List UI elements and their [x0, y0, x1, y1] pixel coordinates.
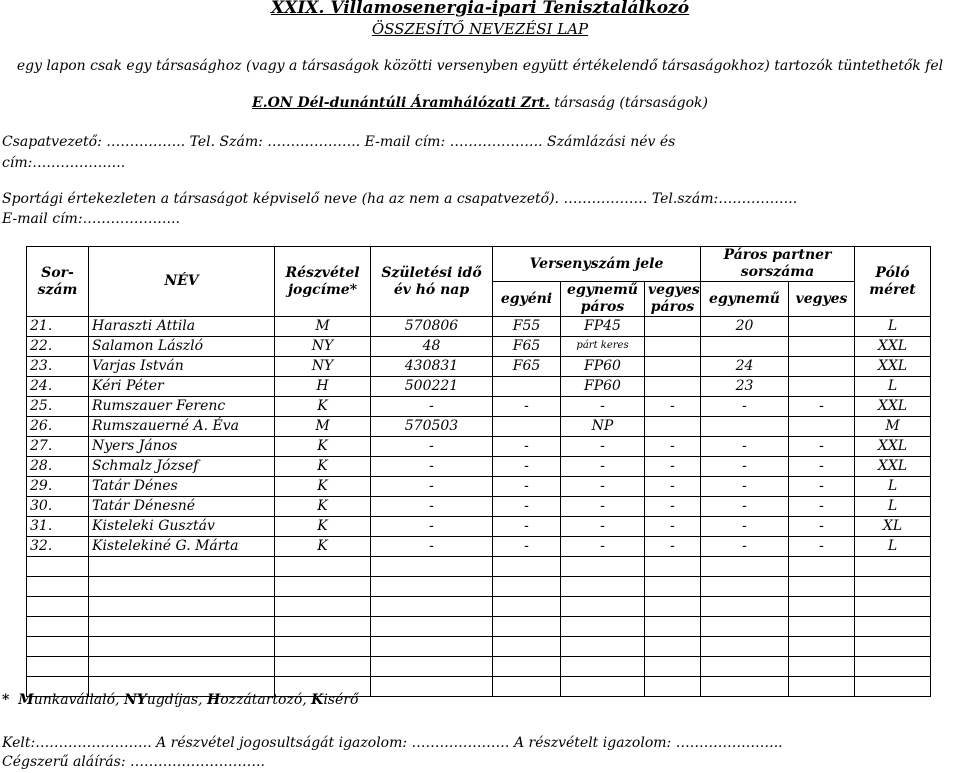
participation-status-cell: K [275, 457, 371, 477]
row-number-cell: 22. [27, 337, 89, 357]
singles-event-cell [493, 557, 561, 577]
row-number-cell: 21. [27, 317, 89, 337]
shirt-size-cell [855, 617, 931, 637]
same-sex-doubles-event-cell: - [561, 517, 645, 537]
participant-name-cell: Nyers János [89, 437, 275, 457]
partner-same-sex-cell [701, 577, 789, 597]
participation-status-cell [275, 657, 371, 677]
birth-date-cell: 430831 [371, 357, 493, 377]
same-sex-doubles-event-cell: - [561, 437, 645, 457]
singles-event-cell: - [493, 497, 561, 517]
singles-event-cell: F65 [493, 357, 561, 377]
table-row [27, 417, 931, 437]
footnote-initial: NY [123, 692, 147, 708]
participant-name-cell: Tatár Dénes [89, 477, 275, 497]
participant-name-cell [89, 637, 275, 657]
row-number-cell [27, 657, 89, 677]
shirt-size-cell [855, 577, 931, 597]
birth-date-cell [371, 597, 493, 617]
header-partner-vegyes: vegyes [789, 282, 855, 317]
partner-mixed-cell [789, 617, 855, 637]
singles-event-cell: - [493, 457, 561, 477]
mixed-doubles-event-cell [645, 337, 701, 357]
partner-same-sex-cell [701, 337, 789, 357]
row-number-cell: 25. [27, 397, 89, 417]
participant-name-cell: Haraszti Attila [89, 317, 275, 337]
row-number-cell: 27. [27, 437, 89, 457]
shirt-size-cell [855, 637, 931, 657]
same-sex-doubles-event-cell: párt keres [561, 337, 645, 357]
company-suffix: társaság (társaságok) [549, 95, 708, 111]
table-row [27, 537, 931, 557]
participation-status-cell [275, 577, 371, 597]
partner-mixed-cell [789, 337, 855, 357]
shirt-size-cell: XXL [855, 457, 931, 477]
contact-line-1: Csapatvezető: …………….. Tel. Szám: ……………….. E-mail cím: ……………….. Számlázási név és [2, 134, 676, 150]
partner-same-sex-cell [701, 657, 789, 677]
partner-same-sex-cell: 20 [701, 317, 789, 337]
participation-status-cell: K [275, 437, 371, 457]
partner-same-sex-cell [701, 557, 789, 577]
footnote [2, 692, 960, 708]
footnote-initial: M [18, 692, 34, 708]
partner-same-sex-cell: - [701, 497, 789, 517]
same-sex-doubles-event-cell: NP [561, 417, 645, 437]
participant-name-cell [89, 557, 275, 577]
mixed-doubles-event-cell [645, 637, 701, 657]
footnote-legend [18, 692, 358, 708]
shirt-size-cell: XXL [855, 357, 931, 377]
birth-date-cell [371, 637, 493, 657]
row-number-cell: 29. [27, 477, 89, 497]
partner-mixed-cell: - [789, 517, 855, 537]
footnote-word: ugdíjas, [146, 692, 207, 708]
contact-line-2: cím:……………….. [2, 155, 126, 171]
row-number-cell: 28. [27, 457, 89, 477]
singles-event-cell [493, 637, 561, 657]
shirt-size-cell: L [855, 377, 931, 397]
row-number-cell [27, 617, 89, 637]
mixed-doubles-event-cell [645, 617, 701, 637]
participation-status-cell [275, 617, 371, 637]
same-sex-doubles-event-cell: - [561, 477, 645, 497]
participant-name-cell [89, 577, 275, 597]
partner-mixed-cell: - [789, 397, 855, 417]
row-number-cell [27, 577, 89, 597]
same-sex-doubles-event-cell: FP45 [561, 317, 645, 337]
row-number-cell: 30. [27, 497, 89, 517]
page-subtitle: ÖSSZESÍTŐ NEVEZÉSI LAP [371, 20, 589, 38]
participation-status-cell [275, 557, 371, 577]
mixed-doubles-event-cell: - [645, 537, 701, 557]
participant-name-cell [89, 597, 275, 617]
shirt-size-cell: L [855, 317, 931, 337]
row-number-cell: 23. [27, 357, 89, 377]
same-sex-doubles-event-cell [561, 637, 645, 657]
birth-date-cell: 48 [371, 337, 493, 357]
singles-event-cell [493, 577, 561, 597]
participation-status-cell: K [275, 477, 371, 497]
empty-table-row [27, 597, 931, 617]
row-number-cell [27, 597, 89, 617]
shirt-size-cell: L [855, 477, 931, 497]
birth-date-cell: - [371, 437, 493, 457]
row-number-cell [27, 637, 89, 657]
partner-mixed-cell [789, 637, 855, 657]
singles-event-cell: - [493, 397, 561, 417]
same-sex-doubles-event-cell [561, 557, 645, 577]
table-row [27, 377, 931, 397]
participation-status-cell [275, 597, 371, 617]
table-row [27, 397, 931, 417]
partner-same-sex-cell [701, 417, 789, 437]
participation-status-cell: K [275, 497, 371, 517]
partner-mixed-cell: - [789, 497, 855, 517]
partner-mixed-cell: - [789, 457, 855, 477]
birth-date-cell: - [371, 497, 493, 517]
partner-same-sex-cell: 23 [701, 377, 789, 397]
participant-name-cell: Kéri Péter [89, 377, 275, 397]
empty-table-row [27, 577, 931, 597]
shirt-size-cell [855, 597, 931, 617]
header-sorszam: Sor-szám [27, 247, 89, 317]
same-sex-doubles-event-cell: - [561, 457, 645, 477]
partner-mixed-cell [789, 317, 855, 337]
representative-email-line: E-mail cím:………………... [2, 211, 180, 227]
partner-mixed-cell [789, 377, 855, 397]
birth-date-cell: 570806 [371, 317, 493, 337]
partner-mixed-cell: - [789, 437, 855, 457]
same-sex-doubles-event-cell: - [561, 537, 645, 557]
participation-status-cell: K [275, 397, 371, 417]
table-row [27, 477, 931, 497]
participant-name-cell: Kisteleki Gusztáv [89, 517, 275, 537]
birth-date-cell: - [371, 517, 493, 537]
partner-mixed-cell: - [789, 477, 855, 497]
instruction-note: egy lapon csak egy társasághoz (vagy a társaságok közötti versenyben együtt értékelendő társaságokhoz) tartozók tüntethetők fel [16, 58, 944, 74]
partner-same-sex-cell: - [701, 457, 789, 477]
singles-event-cell: - [493, 477, 561, 497]
partner-same-sex-cell: - [701, 397, 789, 417]
signature-line-1: Kelt:……………………. A részvétel jogosultságát igazolom: ………………… A részvételt igazolom: ………………….. [2, 735, 783, 751]
same-sex-doubles-event-cell: FP60 [561, 377, 645, 397]
mixed-doubles-event-cell [645, 377, 701, 397]
birth-date-cell [371, 577, 493, 597]
singles-event-cell: F55 [493, 317, 561, 337]
mixed-doubles-event-cell [645, 317, 701, 337]
singles-event-cell: F65 [493, 337, 561, 357]
table-body [27, 317, 931, 697]
partner-same-sex-cell [701, 617, 789, 637]
birth-date-cell: - [371, 397, 493, 417]
footnote-initial: K [311, 692, 324, 708]
header-egynemu-paros: egynemű páros [561, 282, 645, 317]
participant-name-cell [89, 617, 275, 637]
mixed-doubles-event-cell [645, 557, 701, 577]
mixed-doubles-event-cell: - [645, 497, 701, 517]
row-number-cell: 32. [27, 537, 89, 557]
header-reszvetel: Részvétel jogcíme* [275, 247, 371, 317]
participant-name-cell: Varjas István [89, 357, 275, 377]
partner-mixed-cell: - [789, 537, 855, 557]
same-sex-doubles-event-cell [561, 657, 645, 677]
table-row [27, 437, 931, 457]
mixed-doubles-event-cell [645, 577, 701, 597]
shirt-size-cell: XXL [855, 337, 931, 357]
birth-date-cell: - [371, 457, 493, 477]
singles-event-cell: - [493, 517, 561, 537]
participation-status-cell: NY [275, 357, 371, 377]
row-number-cell: 24. [27, 377, 89, 397]
header-nev: NÉV [89, 247, 275, 317]
participation-status-cell: M [275, 417, 371, 437]
signature-line-2: Cégszerű aláírás: ……………………….. [2, 754, 265, 770]
partner-mixed-cell [789, 557, 855, 577]
shirt-size-cell: XXL [855, 437, 931, 457]
participation-status-cell: NY [275, 337, 371, 357]
partner-same-sex-cell: - [701, 537, 789, 557]
row-number-cell: 26. [27, 417, 89, 437]
participant-name-cell [89, 657, 275, 677]
same-sex-doubles-event-cell [561, 597, 645, 617]
mixed-doubles-event-cell [645, 357, 701, 377]
header-polo: Póló méret [855, 247, 931, 317]
empty-table-row [27, 657, 931, 677]
same-sex-doubles-event-cell [561, 577, 645, 597]
header-vegyes-paros: vegyes páros [645, 282, 701, 317]
mixed-doubles-event-cell [645, 417, 701, 437]
birth-date-cell: 500221 [371, 377, 493, 397]
singles-event-cell [493, 417, 561, 437]
birth-date-cell [371, 617, 493, 637]
partner-mixed-cell [789, 657, 855, 677]
shirt-size-cell: XL [855, 517, 931, 537]
birth-date-cell: 570503 [371, 417, 493, 437]
same-sex-doubles-event-cell: - [561, 497, 645, 517]
shirt-size-cell: M [855, 417, 931, 437]
shirt-size-cell [855, 557, 931, 577]
singles-event-cell [493, 617, 561, 637]
header-szuletesi: Születési idő év hó nap [371, 247, 493, 317]
table-row [27, 517, 931, 537]
table-row [27, 497, 931, 517]
participant-name-cell: Salamon László [89, 337, 275, 357]
participation-status-cell [275, 637, 371, 657]
registration-table [26, 246, 931, 697]
singles-event-cell [493, 377, 561, 397]
participation-status-cell: K [275, 537, 371, 557]
partner-same-sex-cell: 24 [701, 357, 789, 377]
shirt-size-cell: L [855, 537, 931, 557]
participant-name-cell: Rumszauer Ferenc [89, 397, 275, 417]
partner-mixed-cell [789, 417, 855, 437]
partner-same-sex-cell [701, 597, 789, 617]
partner-mixed-cell [789, 357, 855, 377]
same-sex-doubles-event-cell: FP60 [561, 357, 645, 377]
birth-date-cell [371, 557, 493, 577]
singles-event-cell [493, 597, 561, 617]
company-name: E.ON Dél-dunántúli Áramhálózati Zrt. [252, 95, 550, 111]
header-partner-egynemu: egynemű [701, 282, 789, 317]
same-sex-doubles-event-cell: - [561, 397, 645, 417]
partner-mixed-cell [789, 577, 855, 597]
partner-same-sex-cell [701, 637, 789, 657]
partner-same-sex-cell: - [701, 517, 789, 537]
table-row [27, 357, 931, 377]
singles-event-cell: - [493, 437, 561, 457]
shirt-size-cell [855, 657, 931, 677]
birth-date-cell [371, 657, 493, 677]
mixed-doubles-event-cell: - [645, 517, 701, 537]
footnote-star: * [2, 692, 10, 708]
singles-event-cell [493, 657, 561, 677]
birth-date-cell: - [371, 477, 493, 497]
participation-status-cell: K [275, 517, 371, 537]
row-number-cell: 31. [27, 517, 89, 537]
participant-name-cell: Schmalz József [89, 457, 275, 477]
empty-table-row [27, 617, 931, 637]
participant-name-cell: Rumszauerné A. Éva [89, 417, 275, 437]
singles-event-cell: - [493, 537, 561, 557]
same-sex-doubles-event-cell [561, 617, 645, 637]
partner-same-sex-cell: - [701, 477, 789, 497]
participant-name-cell: Tatár Dénesné [89, 497, 275, 517]
participation-status-cell: H [275, 377, 371, 397]
participant-name-cell: Kistelekiné G. Márta [89, 537, 275, 557]
mixed-doubles-event-cell: - [645, 457, 701, 477]
birth-date-cell: - [371, 537, 493, 557]
mixed-doubles-event-cell [645, 657, 701, 677]
footnote-word: unkavállaló, [33, 692, 124, 708]
footnote-word: isérő [323, 692, 359, 708]
company-line [0, 95, 960, 111]
header-paros-partner: Páros partner sorszáma [701, 247, 855, 282]
header-egyeni: egyéni [493, 282, 561, 317]
header-versenyszam: Versenyszám jele [493, 247, 701, 282]
page-title: XXIX. Villamosenergia-ipari Tenisztalálkozó [270, 0, 690, 18]
row-number-cell [27, 557, 89, 577]
table-row [27, 457, 931, 477]
partner-mixed-cell [789, 597, 855, 617]
footnote-initial: H [206, 692, 221, 708]
mixed-doubles-event-cell [645, 597, 701, 617]
partner-same-sex-cell: - [701, 437, 789, 457]
empty-table-row [27, 637, 931, 657]
participation-status-cell: M [275, 317, 371, 337]
representative-line: Sportági értekezleten a társaságot képviselő neve (ha az nem a csapatvezető). ……………… Tel.szám:…………….. [2, 191, 798, 207]
shirt-size-cell: XXL [855, 397, 931, 417]
mixed-doubles-event-cell: - [645, 397, 701, 417]
mixed-doubles-event-cell: - [645, 477, 701, 497]
shirt-size-cell: L [855, 497, 931, 517]
empty-table-row [27, 557, 931, 577]
table-row [27, 337, 931, 357]
mixed-doubles-event-cell: - [645, 437, 701, 457]
table-row [27, 317, 931, 337]
footnote-word: ozzátartozó, [220, 692, 312, 708]
